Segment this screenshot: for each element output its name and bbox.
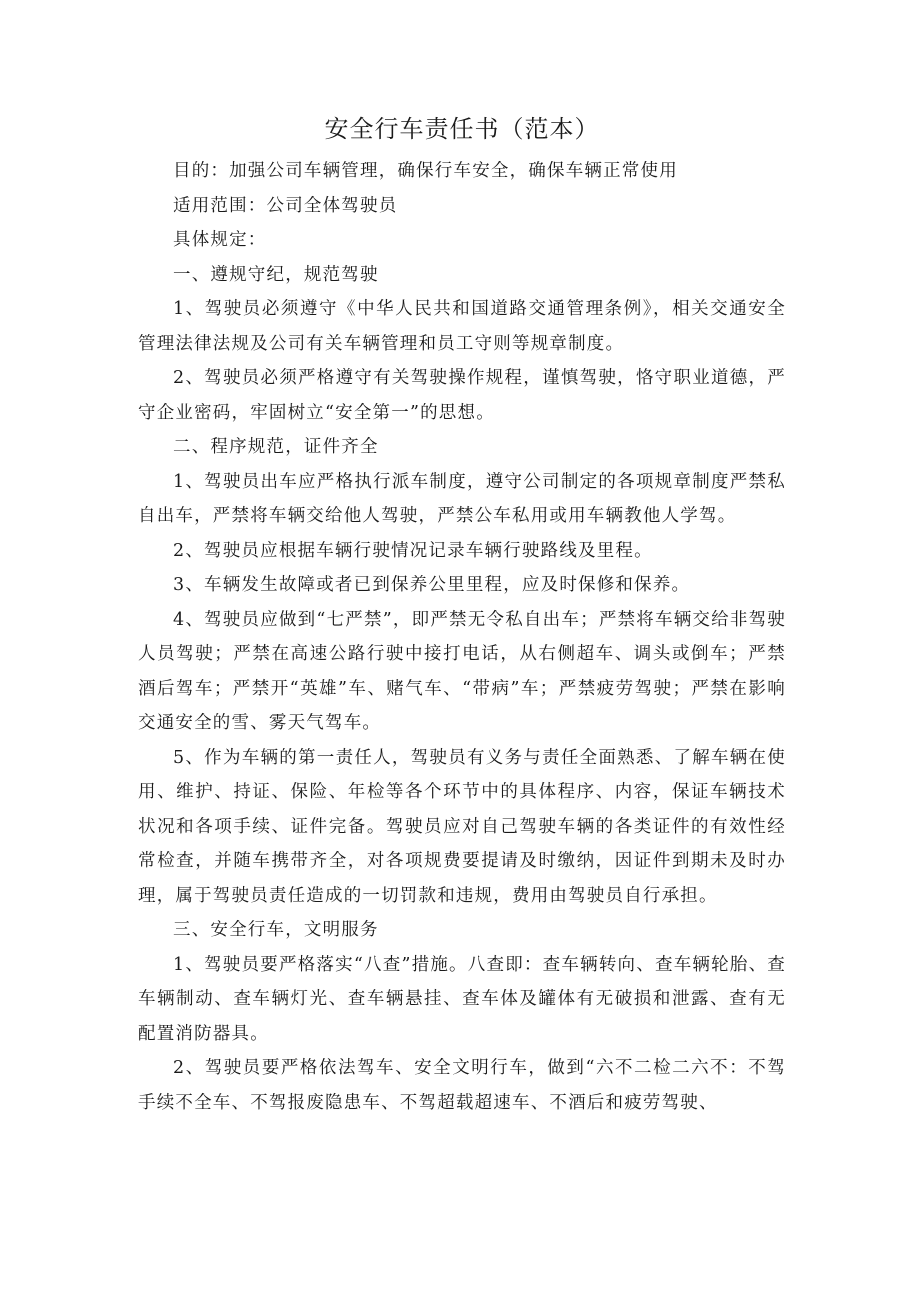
section-3-item-1: 1、驾驶员要严格落实“八查”措施。八查即：查车辆转向、查车辆轮胎、查车辆制动、查车辆灯光、查车辆悬挂、查车体及罐体有无破损和泄露、查有无配置消防器具。 xyxy=(138,954,786,1044)
section-2-item-2: 2、驾驶员应根据车辆行驶情况记录车辆行驶路线及里程。 xyxy=(173,540,653,561)
section-heading-3: 三、安全行车，文明服务 xyxy=(173,920,379,940)
section-2-item-4: 4、驾驶员应做到“七严禁”，即严禁无令私自出车；严禁将车辆交给非驾驶人员驾驶；严禁在高速公路行驶中接打电话，从右侧超车、调头或倒车；严禁酒后驾车；严禁开“英雄”车、赌气车、“带病”车；严禁疲劳驾驶；严禁在影响交通安全的雪、雾天气驾车。 xyxy=(138,609,786,733)
scope-line: 适用范围：公司全体驾驶员 xyxy=(173,195,398,216)
section-heading-2: 二、程序规范，证件齐全 xyxy=(173,437,379,457)
section-1-item-2: 2、驾驶员必须严格遵守有关驾驶操作规程，谨慎驾驶，恪守职业道德，严守企业密码，牢固树立“安全第一”的思想。 xyxy=(138,368,786,423)
document-title: 安全行车责任书（范本） xyxy=(324,115,600,143)
section-2-item-3: 3、车辆发生故障或者已到保养公里里程，应及时保修和保养。 xyxy=(173,575,691,595)
rules-heading: 具体规定： xyxy=(173,230,267,250)
section-heading-1: 一、遵规守纪，规范驾驶 xyxy=(173,264,379,285)
section-2-item-1: 1、驾驶员出车应严格执行派车制度，遵守公司制定的各项规章制度严禁私自出车，严禁将车辆交给他人驾驶，严禁公车私用或用车辆教他人学驾。 xyxy=(138,471,786,526)
section-3-item-2: 2、驾驶员要严格依法驾车、安全文明行车，做到“六不二检二六不：不驾手续不全车、不驾报废隐患车、不驾超载超速车、不酒后和疲劳驾驶、 xyxy=(138,1058,786,1113)
section-1-item-1: 1、驾驶员必须遵守《中华人民共和国道路交通管理条例》，相关交通安全管理法律法规及公司有关车辆管理和员工守则等规章制度。 xyxy=(138,299,786,354)
section-2-item-5: 5、作为车辆的第一责任人，驾驶员有义务与责任全面熟悉、了解车辆在使用、维护、持证、保险、年检等各个环节中的具体程序、内容，保证车辆技术状况和各项手续、证件完备。驾驶员应对自己驾驶车辆的各类证件的有效性经常检查，并随车携带齐全，对各项规费要提请及时缴纳，因证件到期未及时办理，属于驾驶员责任造成的一切罚款和违规，费用由驾驶员自行承担。 xyxy=(138,747,786,906)
document-page xyxy=(138,112,786,1120)
purpose-line: 目的：加强公司车辆管理，确保行车安全，确保车辆正常使用 xyxy=(173,161,678,181)
